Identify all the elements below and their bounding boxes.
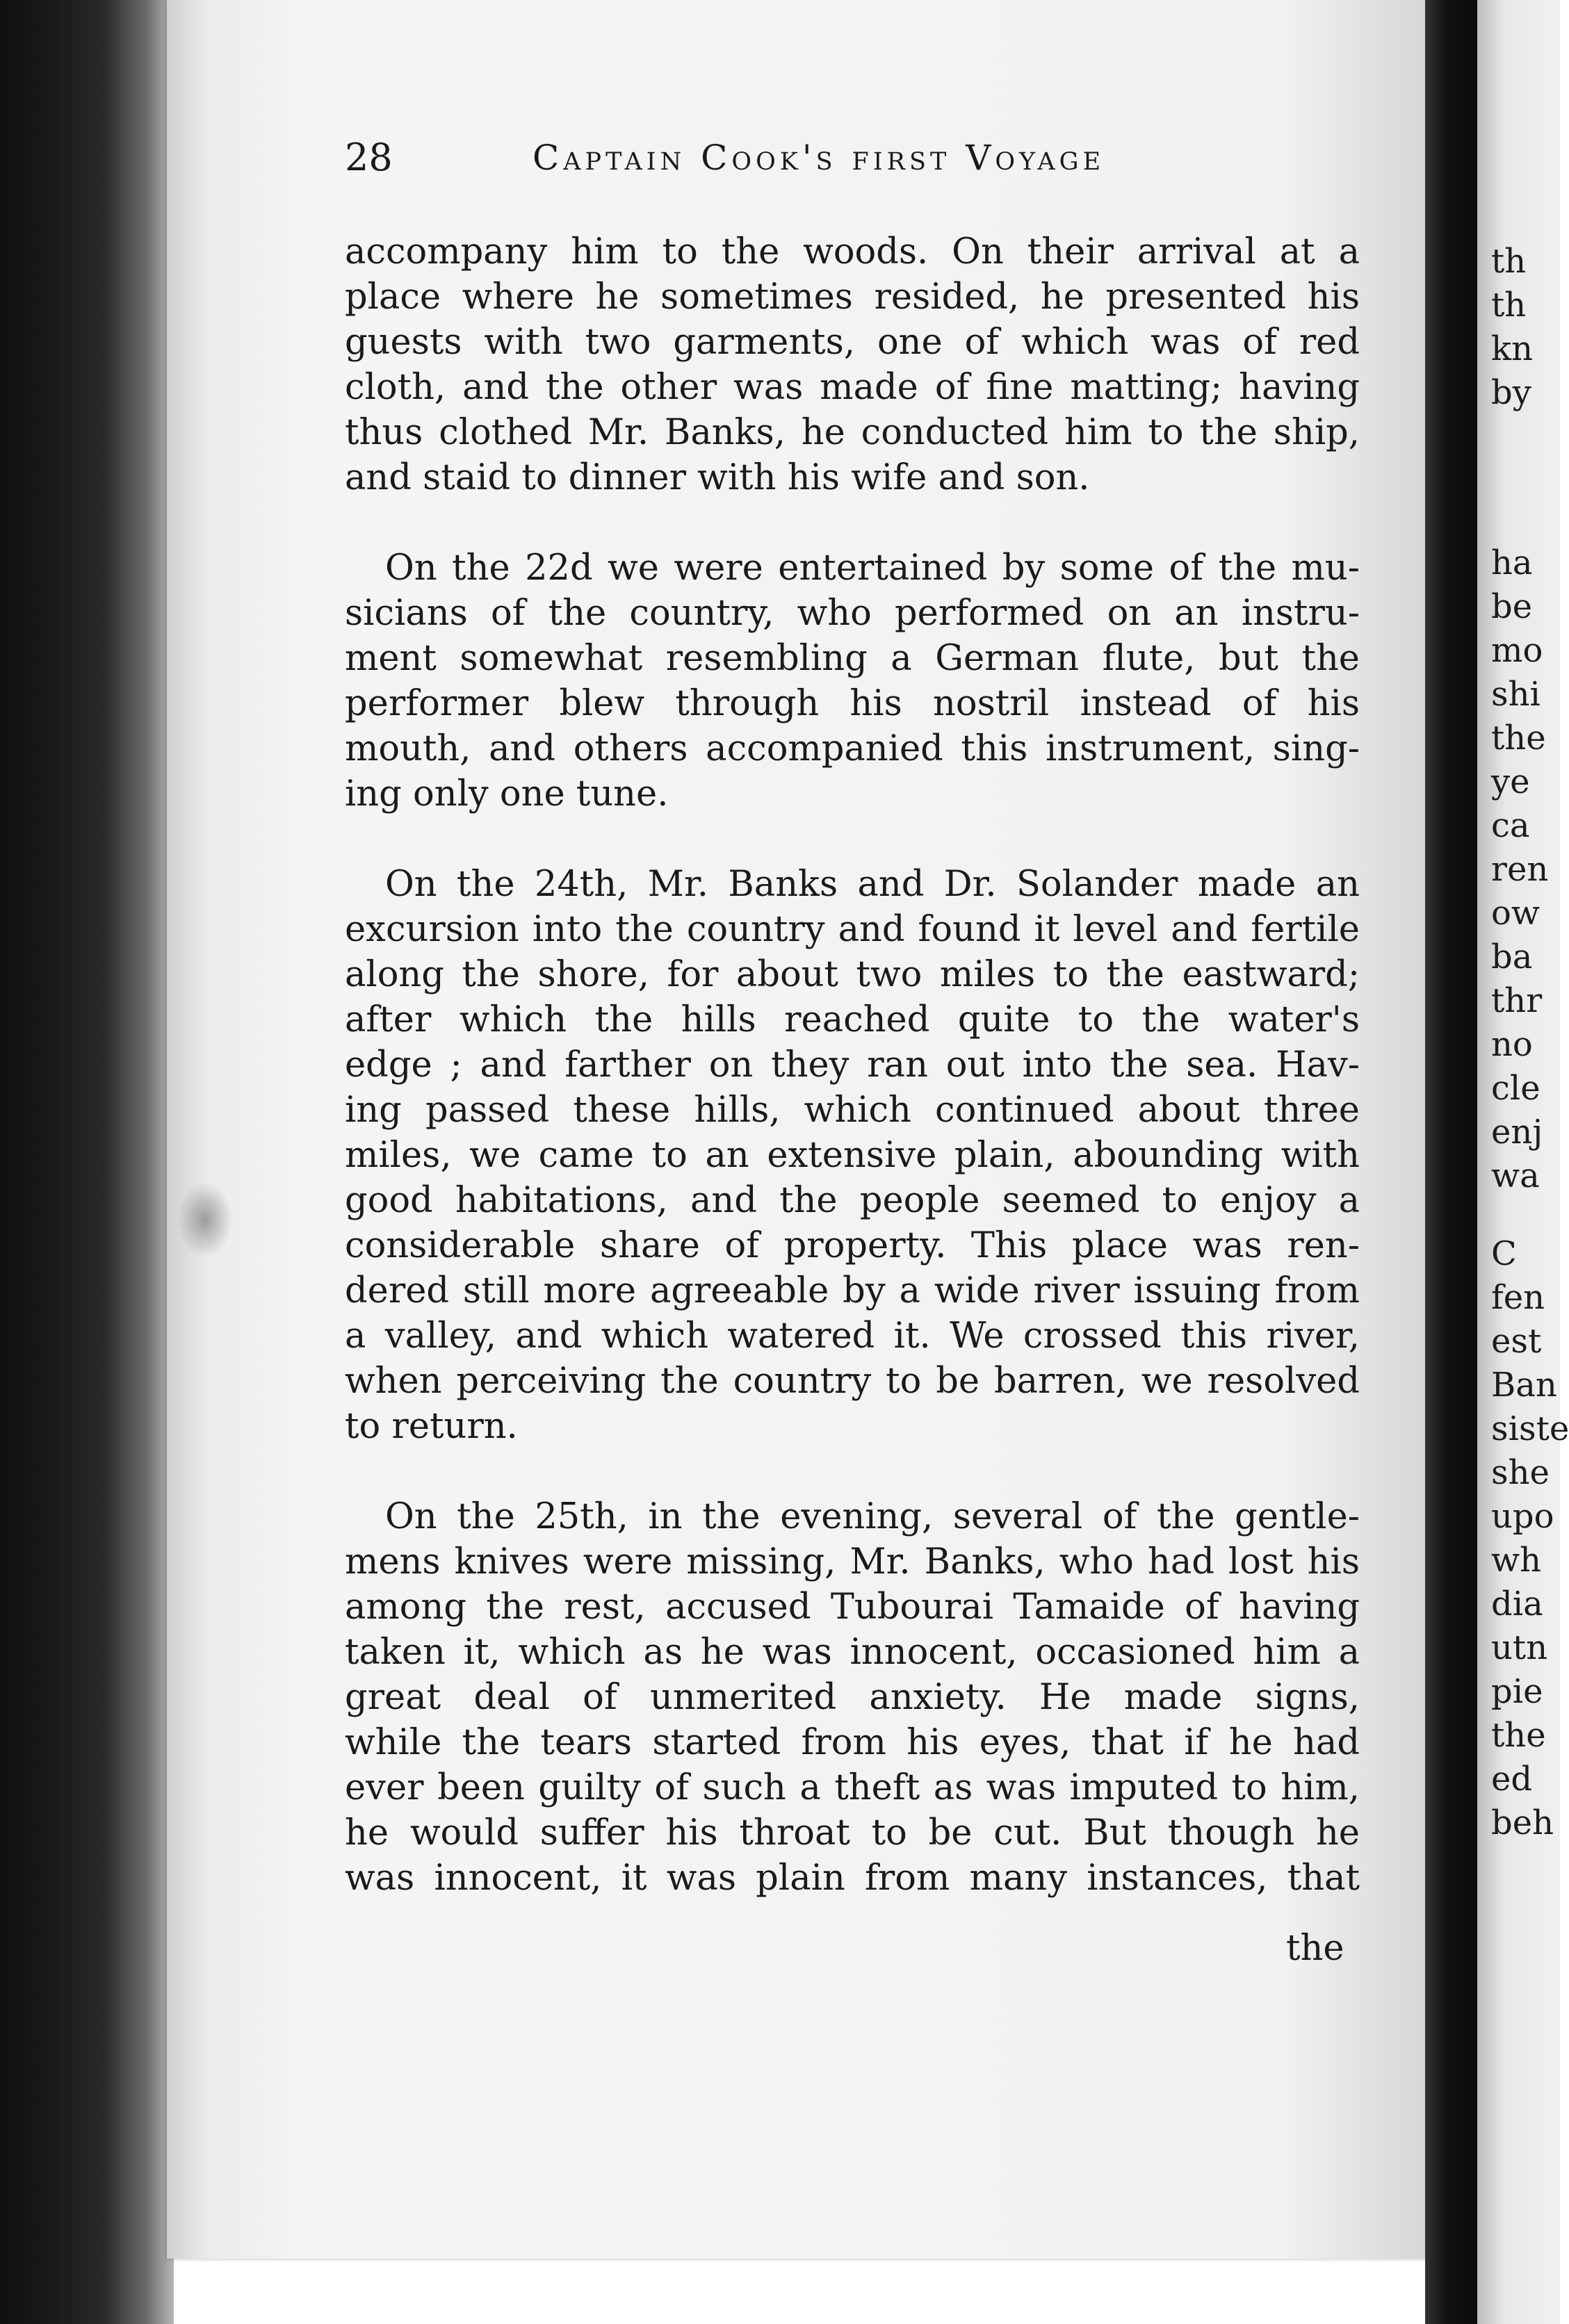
- facing-page-fragment: C: [1491, 1234, 1517, 1273]
- facing-page-fragment: utn: [1491, 1628, 1548, 1667]
- text-line: ing only one tune.: [345, 774, 669, 815]
- text-line: thus clothed Mr. Banks, he conducted him to the ship,: [345, 412, 1360, 453]
- text-line: On the 22d we were entertained by some of the mu-: [385, 548, 1360, 589]
- facing-page-fragment: th: [1491, 286, 1527, 325]
- text-line: mouth, and others accompanied this instrument, sing-: [345, 728, 1360, 769]
- text-line: place where he sometimes resided, he presented his: [345, 277, 1360, 318]
- facing-page: [1477, 0, 1569, 2324]
- text-line: mens knives were missing, Mr. Banks, who had lost his: [345, 1541, 1360, 1582]
- text-line: after which the hills reached quite to the water's: [345, 999, 1360, 1040]
- facing-page-fragment: ye: [1491, 762, 1530, 801]
- text-line: miles, we came to an extensive plain, abounding with: [345, 1135, 1360, 1176]
- running-title: Captain Cook's first Voyage: [533, 138, 1105, 178]
- ink-smudge: [177, 1181, 233, 1258]
- text-line: dered still more agreeable by a wide river issuing from: [345, 1270, 1360, 1311]
- facing-page-fragment: thr: [1491, 981, 1543, 1020]
- facing-page-fragment: she: [1491, 1453, 1550, 1492]
- text-line: performer blew through his nostril instead of his: [345, 683, 1360, 724]
- book-binding-edge: [0, 0, 174, 2324]
- facing-page-fragment: siste: [1491, 1409, 1569, 1448]
- text-line: excursion into the country and found it level and fertile: [345, 909, 1360, 950]
- paragraph-3: [345, 862, 1360, 1449]
- facing-page-fragment: ba: [1491, 938, 1533, 976]
- text-line: while the tears started from his eyes, that if he had: [345, 1722, 1360, 1763]
- facing-page-fragment: the: [1491, 1716, 1546, 1755]
- text-line: ever been guilty of such a theft as was imputed to him,: [345, 1767, 1360, 1808]
- facing-page-fragment: enj: [1491, 1113, 1543, 1152]
- text-line: taken it, which as he was innocent, occasioned him a: [345, 1632, 1360, 1673]
- text-line: and staid to dinner with his wife and son.: [345, 457, 1090, 498]
- facing-page-fragment: no: [1491, 1025, 1533, 1064]
- catchword: the: [1286, 1928, 1344, 1969]
- page-gutter: [1425, 0, 1477, 2324]
- paragraph-1: [345, 229, 1360, 500]
- facing-page-fragment: wa: [1491, 1156, 1540, 1195]
- facing-page-fragment: Ban: [1491, 1366, 1557, 1405]
- text-line: cloth, and the other was made of fine matting; having: [345, 367, 1360, 408]
- facing-page-fragment: ha: [1491, 543, 1533, 582]
- text-line: ing passed these hills, which continued about three: [345, 1090, 1360, 1131]
- facing-page-fragment: upo: [1491, 1497, 1554, 1536]
- facing-page-fragment: ren: [1491, 850, 1549, 889]
- running-head: [345, 136, 1249, 188]
- facing-page-fragment: wh: [1491, 1541, 1541, 1580]
- facing-page-fragment: cle: [1491, 1069, 1540, 1108]
- text-line: good habitations, and the people seemed to enjoy a: [345, 1180, 1360, 1221]
- text-line: considerable share of property. This place was ren-: [345, 1225, 1360, 1266]
- text-line: edge ; and farther on they ran out into the sea. Hav-: [345, 1045, 1360, 1086]
- facing-page-fragment: be: [1491, 587, 1533, 626]
- text-line: On the 24th, Mr. Banks and Dr. Solander made an: [385, 864, 1360, 905]
- text-line: along the shore, for about two miles to the eastward;: [345, 954, 1360, 995]
- text-line: ment somewhat resembling a German flute, but the: [345, 638, 1360, 679]
- facing-page-fragment: ed: [1491, 1760, 1533, 1799]
- text-line: great deal of unmerited anxiety. He made signs,: [345, 1677, 1360, 1718]
- text-line: sicians of the country, who performed on an instru-: [345, 593, 1360, 634]
- facing-page-fragment: mo: [1491, 631, 1543, 670]
- paragraph-4: [345, 1494, 1360, 1901]
- facing-page-fragment: shi: [1491, 675, 1540, 714]
- facing-page-fragment: th: [1491, 242, 1527, 281]
- facing-page-fragment: est: [1491, 1322, 1542, 1361]
- text-line: accompany him to the woods. On their arrival at a: [345, 231, 1360, 272]
- facing-page-fragment: pie: [1491, 1672, 1543, 1711]
- text-line: guests with two garments, one of which was of red: [345, 322, 1360, 363]
- text-line: was innocent, it was plain from many instances, that: [345, 1858, 1360, 1899]
- text-line: On the 25th, in the evening, several of the gentle-: [385, 1496, 1360, 1537]
- facing-page-fragment: ow: [1491, 894, 1540, 933]
- text-line: when perceiving the country to be barren, we resolved: [345, 1361, 1360, 1402]
- text-line: among the rest, accused Tubourai Tamaide of having: [345, 1587, 1360, 1628]
- paragraph-2: [345, 546, 1360, 817]
- page-number: 28: [345, 136, 393, 179]
- facing-page-fragment: kn: [1491, 329, 1533, 368]
- text-line: he would suffer his throat to be cut. But though he: [345, 1812, 1360, 1854]
- facing-page-fragment: the: [1491, 719, 1546, 758]
- body-text: [345, 229, 1360, 1901]
- facing-page-fragment: dia: [1491, 1585, 1543, 1623]
- facing-page-fragment: by: [1491, 373, 1531, 412]
- text-line: a valley, and which watered it. We crossed this river,: [345, 1316, 1360, 1357]
- facing-page-fragment: fen: [1491, 1278, 1545, 1317]
- text-line: to return.: [345, 1406, 518, 1447]
- facing-page-fragment: beh: [1491, 1803, 1554, 1842]
- facing-page-fragment: ca: [1491, 806, 1530, 845]
